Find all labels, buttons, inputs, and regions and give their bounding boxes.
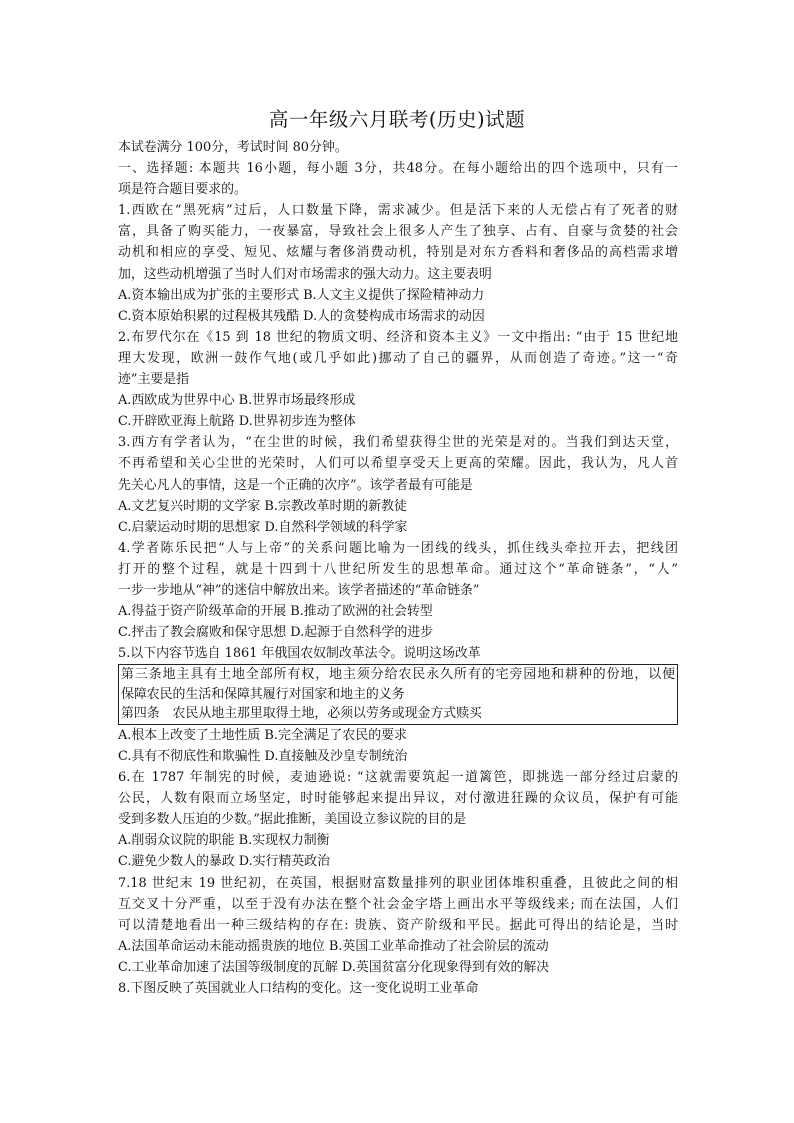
- question-6-text: 6.在 1787 年制宪的时候，麦迪逊说: “这就需要筑起一道篱笆，即挑选一部分经过启蒙的: [118, 770, 678, 786]
- text-line: 先关心凡人的事情，这是一个正确的次序”。该学者最有可能是: [118, 477, 473, 493]
- text-line: 动机和相应的享受、短见、炫耀与奢侈消费动机，特别是对东方香料和奢侈品的高档需求增: [118, 245, 678, 261]
- answer-option: A.西欧成为世界中心 B.世界市场最终形成: [118, 393, 356, 409]
- page-title: 高一年级六月联考(历史)试题: [268, 108, 526, 131]
- question-8-text: 8.下图反映了英国就业人口结构的变化。这一变化说明工业革命: [118, 980, 479, 996]
- decree-line: 保障农民的生活和保障其履行对国家和地主的义务: [121, 686, 405, 702]
- exam-body: [118, 137, 678, 999]
- text-line: 一、选择题: 本题共 16小题，每小题 3分，共48分。在每小题给出的四个选项中，只有一: [118, 161, 678, 177]
- answer-option: C.工业革命加速了法国等级制度的瓦解 D.英国贫富分化现象得到有效的解决: [118, 959, 550, 975]
- answer-option: C.具有不彻底性和欺骗性 D.直接触及沙皇专制统治: [118, 748, 408, 764]
- answer-option: C.资本原始积累的过程极其残酷 D.人的贪婪构成市场需求的动因: [118, 308, 485, 324]
- question-2-text: 2.布罗代尔在《15 到 18 世纪的物质文明、经济和资本主义》一文中指出: “由于 15 世纪地: [118, 329, 678, 345]
- answer-option: A.法国革命运动未能动摇贵族的地位 B.英国工业革命推动了社会阶层的流动: [118, 938, 549, 954]
- answer-option: A.根本上改变了土地性质 B.完全满足了农民的要求: [118, 727, 407, 743]
- decree-line: 第三条地主具有土地全部所有权，地主须分给农民永久所有的宅旁园地和耕种的份地，以便: [121, 667, 675, 683]
- text-line: 理大发现，欧洲一鼓作气地(或几乎如此)挪动了自己的疆界，从而创造了奇迹。”这一“奇: [118, 350, 678, 366]
- answer-option: A.得益于资产阶级革命的开展 B.推动了欧洲的社会转型: [118, 604, 433, 620]
- answer-option: A.削弱众议院的职能 B.实现权力制衡: [118, 833, 330, 849]
- question-3-text: 3.西方有学者认为，“在尘世的时候，我们希望获得尘世的光荣是对的。当我们到达天堂，: [118, 435, 678, 451]
- text-line: 富，具备了购买能力，一夜暴富，导致社会上很多人产生了独享、占有、自豪与贪婪的社会: [118, 224, 678, 240]
- question-5-text: 5.以下内容节选自 1861 年俄国农奴制改革法令。说明这场改革: [118, 646, 481, 662]
- text-line: 迹”主要是指: [118, 372, 190, 388]
- text-line: 不再希望和关心尘世的光荣时，人们可以希望享受天上更高的荣耀。因此，我认为，凡人首: [118, 456, 678, 472]
- text-line: 公民，人数有限而立场坚定，时时能够起来提出异议，对付激进狂躁的众议员，保护有可能: [118, 791, 678, 807]
- answer-option: A.文艺复兴时期的文学家 B.宗教改革时期的新教徒: [118, 498, 407, 514]
- question-1-text: 1.西欧在“黑死病”过后，人口数量下降，需求减少。但是活下来的人无偿占有了死者的财: [118, 203, 678, 219]
- text-line: 受到多数人压迫的少数。”据此推断，美国设立参议院的目的是: [118, 812, 467, 828]
- decree-line: 第四条 农民从地主那里取得土地，必须以劳务或现金方式赎买: [121, 706, 482, 722]
- text-line: 互交叉十分严重，以至于没有办法在整个社会金字塔上画出水平等级线来; 而在法国，人们: [118, 896, 678, 912]
- text-line: 加，这些动机增强了当时人们对市场需求的强大动力。这主要表明: [118, 266, 492, 282]
- text-line: 打开的整个过程，就是十四到十八世纪所发生的思想革命。通过这个“革命链条”，“人”: [118, 561, 678, 577]
- answer-option: C.开辟欧亚海上航路 D.世界初步连为整体: [118, 414, 356, 430]
- answer-option: C.避免少数人的暴政 D.实行精英政治: [118, 854, 331, 870]
- answer-option: C.抨击了教会腐败和保守思想 D.起源于自然科学的进步: [118, 625, 434, 641]
- question-7-text: 7.18 世纪末 19 世纪初，在英国，根据财富数量排列的职业团体堆积重叠，且彼此之间的相: [118, 875, 678, 891]
- answer-option: A.资本输出成为扩张的主要形式 B.人文主义提供了探险精神动力: [118, 287, 485, 303]
- text-line: 本试卷满分 100分，考试时间 80分钟。: [118, 140, 348, 155]
- decree-excerpt-box: [118, 664, 678, 725]
- question-4-text: 4.学者陈乐民把“人与上帝”的关系问题比喻为一团线的线头，抓住线头牵拉开去，把线团: [118, 540, 678, 556]
- answer-option: C.启蒙运动时期的思想家 D.自然科学领域的科学家: [118, 519, 408, 535]
- text-line: 项是符合题目要求的。: [118, 182, 247, 198]
- text-line: 一步一步地从“神”的迷信中解放出来。该学者描述的“革命链条”: [118, 582, 480, 598]
- text-line: 可以清楚地看出一种三级结构的存在: 贵族、资产阶级和平民。据此可得出的结论是，当时: [118, 917, 678, 933]
